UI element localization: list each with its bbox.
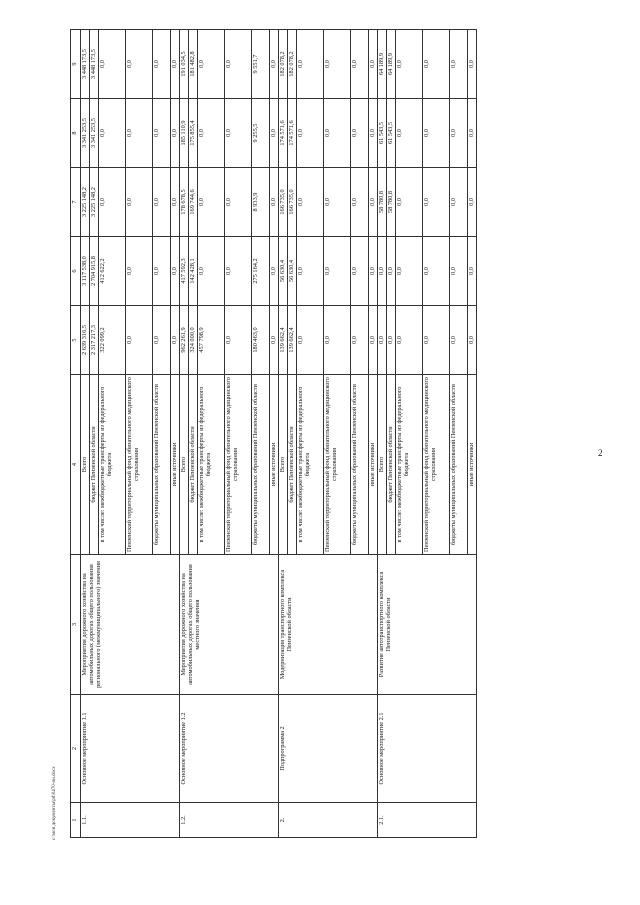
amount-cell: 0,0	[450, 168, 468, 237]
amount-cell: 139 662,4	[288, 306, 297, 375]
amount-cell: 0,0	[225, 306, 252, 375]
amount-cell: 324 000,0	[189, 306, 198, 375]
row-number-cell: 2.	[279, 803, 378, 838]
funding-source-cell: бюджет Пензенской области	[387, 375, 396, 555]
amount-cell: 0,0	[297, 99, 324, 168]
amount-cell: 0,0	[99, 168, 126, 237]
amount-cell: 0,0	[99, 99, 126, 168]
amount-cell: 322 099,2	[99, 306, 126, 375]
amount-cell: 64 189,9	[387, 30, 396, 99]
amount-cell: 0,0	[468, 30, 477, 99]
amount-cell: 180 463,0	[252, 306, 270, 375]
amount-cell: 457 798,9	[198, 306, 225, 375]
amount-cell: 0,0	[369, 99, 378, 168]
amount-cell: 3 117 538,0	[81, 237, 90, 306]
amount-cell: 0,0	[270, 30, 279, 99]
page-number: 2	[598, 448, 603, 458]
funding-source-cell: Всего	[81, 375, 90, 555]
header-cell: 1	[71, 803, 81, 838]
item-name-cell: Основное мероприятие 2.1	[378, 695, 477, 803]
amount-cell: 0,0	[126, 30, 153, 99]
amount-cell: 166 735,0	[279, 168, 288, 237]
funding-source-cell: Всего	[180, 375, 189, 555]
amount-cell: 0,0	[468, 168, 477, 237]
amount-cell: 417 592,3	[180, 237, 189, 306]
amount-cell: 61 543,5	[378, 99, 387, 168]
amount-cell: 8 933,9	[252, 168, 270, 237]
amount-cell: 0,0	[423, 306, 450, 375]
item-name-cell: Подпрограмма 2	[279, 695, 378, 803]
amount-cell: 0,0	[126, 168, 153, 237]
amount-cell: 0,0	[126, 237, 153, 306]
amount-cell: 0,0	[378, 237, 387, 306]
amount-cell: 0,0	[126, 99, 153, 168]
amount-cell: 58 780,8	[378, 168, 387, 237]
amount-cell: 64 189,9	[378, 30, 387, 99]
item-description-cell: Мероприятия дорожного хозяйства на автомобильных дорогах общего пользования местного значения	[180, 555, 279, 695]
funding-source-cell: иные источники	[270, 375, 279, 555]
amount-cell: 3 341 253,5	[90, 99, 99, 168]
amount-cell: 56 630,4	[279, 237, 288, 306]
amount-cell: 0,0	[297, 306, 324, 375]
amount-cell: 182 078,2	[288, 30, 297, 99]
amount-cell: 412 622,2	[99, 237, 126, 306]
amount-cell: 142 428,1	[189, 237, 198, 306]
item-description-cell: Модернизация транспортного комплекса Пензенской области	[279, 555, 378, 695]
row-number-cell: 2.1.	[378, 803, 477, 838]
amount-cell: 181 482,8	[189, 30, 198, 99]
amount-cell: 0,0	[423, 99, 450, 168]
funding-source-cell: в том числе: межбюджетные трансферты из федерального бюджета	[297, 375, 324, 555]
amount-cell: 169 744,6	[189, 168, 198, 237]
funding-source-cell: Всего	[378, 375, 387, 555]
amount-cell: 0,0	[468, 306, 477, 375]
table-row	[81, 30, 90, 838]
amount-cell: 191 034,5	[180, 30, 189, 99]
funding-source-cell: Пензенский территориальный фонд обязательного медицинского страхования	[324, 375, 351, 555]
amount-cell: 0,0	[369, 30, 378, 99]
funding-source-cell: Пензенский территориальный фонд обязательного медицинского страхования	[423, 375, 450, 555]
amount-cell: 0,0	[324, 237, 351, 306]
amount-cell: 0,0	[387, 306, 396, 375]
header-cell: 8	[71, 99, 81, 168]
amount-cell: 166 735,0	[288, 168, 297, 237]
amount-cell: 0,0	[450, 30, 468, 99]
amount-cell: 0,0	[351, 237, 369, 306]
amount-cell: 0,0	[369, 168, 378, 237]
amount-cell: 0,0	[198, 99, 225, 168]
amount-cell: 0,0	[270, 306, 279, 375]
amount-cell: 0,0	[225, 99, 252, 168]
table-row	[279, 30, 288, 838]
funding-source-cell: Всего	[279, 375, 288, 555]
amount-cell: 0,0	[396, 306, 423, 375]
funding-source-cell: Пензенский территориальный фонд обязательного медицинского страхования	[126, 375, 153, 555]
amount-cell: 0,0	[153, 237, 171, 306]
amount-cell: 0,0	[297, 168, 324, 237]
amount-cell: 3 225 148,2	[81, 168, 90, 237]
amount-cell: 174 571,6	[279, 99, 288, 168]
amount-cell: 0,0	[396, 30, 423, 99]
amount-cell: 0,0	[351, 168, 369, 237]
budget-table	[70, 29, 477, 838]
amount-cell: 0,0	[324, 30, 351, 99]
item-name-cell: Основное мероприятие 1.2	[180, 695, 279, 803]
funding-source-cell: бюджет Пензенской области	[189, 375, 198, 555]
amount-cell: 0,0	[423, 30, 450, 99]
amount-cell: 0,0	[198, 30, 225, 99]
amount-cell: 0,0	[369, 306, 378, 375]
amount-cell: 0,0	[324, 306, 351, 375]
amount-cell: 0,0	[378, 306, 387, 375]
amount-cell: 0,0	[369, 237, 378, 306]
amount-cell: 0,0	[450, 237, 468, 306]
amount-cell: 0,0	[396, 99, 423, 168]
amount-cell: 0,0	[126, 306, 153, 375]
amount-cell: 0,0	[468, 237, 477, 306]
amount-cell: 3 448 173,5	[90, 30, 99, 99]
table-row	[180, 30, 189, 838]
funding-source-cell: бюджеты муниципальных образований Пензенской области	[450, 375, 468, 555]
row-number-cell: 1.1.	[81, 803, 180, 838]
amount-cell: 0,0	[171, 30, 180, 99]
funding-source-cell: в том числе: межбюджетные трансферты из федерального бюджета	[396, 375, 423, 555]
header-cell: 5	[71, 306, 81, 375]
amount-cell: 0,0	[396, 237, 423, 306]
amount-cell: 0,0	[153, 30, 171, 99]
amount-cell: 0,0	[171, 237, 180, 306]
amount-cell: 178 678,5	[180, 168, 189, 237]
amount-cell: 0,0	[225, 30, 252, 99]
amount-cell: 0,0	[225, 237, 252, 306]
amount-cell: 182 078,2	[279, 30, 288, 99]
amount-cell: 2 704 915,8	[90, 237, 99, 306]
header-cell: 4	[71, 375, 81, 555]
amount-cell: 0,0	[324, 168, 351, 237]
funding-source-cell: иные источники	[171, 375, 180, 555]
amount-cell: 0,0	[153, 99, 171, 168]
header-cell: 3	[71, 555, 81, 695]
amount-cell: 174 571,6	[288, 99, 297, 168]
funding-source-cell: бюджет Пензенской области	[90, 375, 99, 555]
amount-cell: 2 317 217,3	[90, 306, 99, 375]
amount-cell: 0,0	[171, 168, 180, 237]
amount-cell: 0,0	[198, 168, 225, 237]
amount-cell: 3 341 253,5	[81, 99, 90, 168]
funding-source-cell: бюджеты муниципальных образований Пензенской области	[351, 375, 369, 555]
amount-cell: 175 855,4	[189, 99, 198, 168]
amount-cell: 9 255,5	[252, 99, 270, 168]
amount-cell: 0,0	[324, 99, 351, 168]
amount-cell: 56 630,4	[288, 237, 297, 306]
item-description-cell: Развитие автотранспортного комплекса Пензенской области	[378, 555, 477, 695]
header-cell: 2	[71, 695, 81, 803]
amount-cell: 0,0	[270, 99, 279, 168]
funding-source-cell: бюджеты муниципальных образований Пензенской области	[153, 375, 171, 555]
funding-source-cell: Пензенский территориальный фонд обязательного медицинского страхования	[225, 375, 252, 555]
amount-cell: 2 639 316,5	[81, 306, 90, 375]
funding-source-cell: бюджеты муниципальных образований Пензенской области	[252, 375, 270, 555]
amount-cell: 61 543,5	[387, 99, 396, 168]
amount-cell: 0,0	[297, 237, 324, 306]
amount-cell: 0,0	[99, 30, 126, 99]
amount-cell: 0,0	[450, 99, 468, 168]
amount-cell: 185 110,9	[180, 99, 189, 168]
row-number-cell: 1.2.	[180, 803, 279, 838]
rotated-table-container	[70, 30, 587, 838]
funding-source-cell: иные источники	[468, 375, 477, 555]
item-name-cell: Основное мероприятие 1.1	[81, 695, 180, 803]
funding-source-cell: бюджет Пензенской области	[288, 375, 297, 555]
amount-cell: 0,0	[198, 237, 225, 306]
amount-cell: 3 225 148,2	[90, 168, 99, 237]
amount-cell: 0,0	[270, 237, 279, 306]
item-description-cell: Мероприятия дорожного хозяйства на автомобильных дорогах общего пользования регионального (межмуниципального) значения	[81, 555, 180, 695]
amount-cell: 0,0	[153, 306, 171, 375]
amount-cell: 0,0	[153, 168, 171, 237]
amount-cell: 0,0	[270, 168, 279, 237]
amount-cell: 0,0	[450, 306, 468, 375]
header-row	[71, 30, 81, 838]
footer-file-path: c:\мои документы\pd\0470-ии.docx	[52, 766, 57, 840]
amount-cell: 0,0	[423, 168, 450, 237]
amount-cell: 0,0	[423, 237, 450, 306]
amount-cell: 0,0	[297, 30, 324, 99]
amount-cell: 0,0	[351, 306, 369, 375]
amount-cell: 0,0	[396, 168, 423, 237]
amount-cell: 962 261,9	[180, 306, 189, 375]
funding-source-cell: в том числе: межбюджетные трансферты из федерального бюджета	[99, 375, 126, 555]
amount-cell: 0,0	[171, 306, 180, 375]
amount-cell: 0,0	[387, 237, 396, 306]
funding-source-cell: иные источники	[369, 375, 378, 555]
header-cell: 9	[71, 30, 81, 99]
amount-cell: 3 448 173,5	[81, 30, 90, 99]
amount-cell: 9 551,7	[252, 30, 270, 99]
amount-cell: 0,0	[225, 168, 252, 237]
table-body	[71, 30, 477, 838]
amount-cell: 0,0	[351, 30, 369, 99]
header-cell: 7	[71, 168, 81, 237]
amount-cell: 139 662,4	[279, 306, 288, 375]
amount-cell: 0,0	[468, 99, 477, 168]
amount-cell: 58 780,8	[387, 168, 396, 237]
header-cell: 6	[71, 237, 81, 306]
amount-cell: 0,0	[351, 99, 369, 168]
funding-source-cell: в том числе: межбюджетные трансферты из федерального бюджета	[198, 375, 225, 555]
amount-cell: 0,0	[171, 99, 180, 168]
amount-cell: 275 164,2	[252, 237, 270, 306]
table-row	[378, 30, 387, 838]
